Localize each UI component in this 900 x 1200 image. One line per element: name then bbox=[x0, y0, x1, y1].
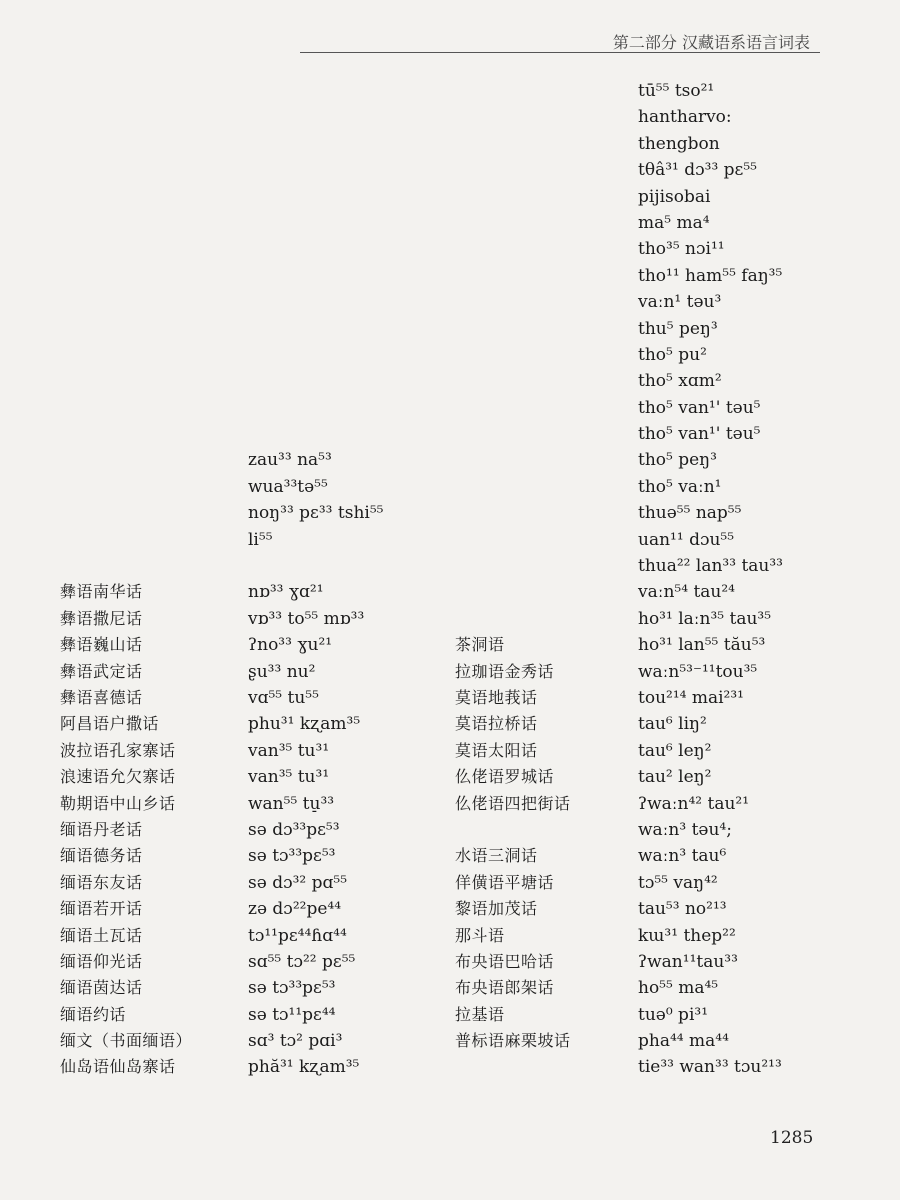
word-form: tho⁵ vaːn¹ bbox=[638, 476, 722, 497]
word-form: van³⁵ tu³¹ bbox=[248, 767, 330, 788]
language-name: 浪速语允欠寨话 bbox=[60, 767, 176, 787]
language-name bbox=[455, 421, 635, 447]
language-name bbox=[455, 474, 635, 500]
language-name: 阿昌语户撒话 bbox=[60, 714, 160, 734]
right-language-column bbox=[455, 78, 635, 1054]
language-name: 茶洞语 bbox=[455, 635, 505, 655]
language-name bbox=[60, 78, 240, 104]
word-form: sə dɔ³³pɛ⁵³ bbox=[248, 819, 340, 840]
language-name bbox=[455, 395, 635, 421]
word-form: tau⁶ liŋ² bbox=[638, 714, 707, 735]
language-name bbox=[60, 289, 240, 315]
word-form: tθâ³¹ dɔ³³ pɛ⁵⁵ bbox=[638, 160, 757, 181]
language-name: 勒期语中山乡话 bbox=[60, 793, 176, 813]
language-name: 缅语东友话 bbox=[60, 872, 143, 892]
word-form: zau³³ na⁵³ bbox=[248, 450, 332, 471]
word-form: thua²² lan³³ tau³³ bbox=[638, 556, 783, 577]
language-name bbox=[60, 131, 240, 157]
word-form bbox=[248, 104, 448, 130]
word-form bbox=[248, 395, 448, 421]
word-form: tɔ¹¹pɛ⁴⁴ɦɑ⁴⁴ bbox=[248, 925, 347, 946]
language-name bbox=[60, 263, 240, 289]
word-form: tū⁵⁵ tso²¹ bbox=[638, 81, 715, 101]
language-name: 缅语茵达话 bbox=[60, 978, 143, 998]
word-form: van³⁵ tu³¹ bbox=[248, 740, 330, 761]
word-form: tho⁵ pu² bbox=[638, 344, 707, 365]
word-form bbox=[248, 184, 448, 210]
word-form: vaːn¹ təu³ bbox=[638, 292, 722, 313]
word-form: li⁵⁵ bbox=[248, 529, 273, 550]
word-form: phu³¹ kʐam³⁵ bbox=[248, 714, 361, 735]
word-form: tho⁵ van¹' təu⁵ bbox=[638, 424, 761, 445]
language-name: 仫佬语罗城话 bbox=[455, 767, 555, 787]
language-name: 仙岛语仙岛寨话 bbox=[60, 1057, 176, 1077]
language-name: 那斗语 bbox=[455, 925, 505, 945]
language-name: 彝语武定话 bbox=[60, 661, 143, 681]
language-name: 缅文（书面缅语） bbox=[60, 1031, 193, 1051]
word-form: ʔwaːn⁴² tau²¹ bbox=[638, 793, 750, 814]
word-form bbox=[248, 78, 448, 104]
word-form: tho⁵ peŋ³ bbox=[638, 450, 717, 471]
language-name: 彝语撒尼话 bbox=[60, 608, 143, 628]
word-form: uan¹¹ dɔu⁵⁵ bbox=[638, 529, 735, 550]
language-name: 布央语郎架话 bbox=[455, 978, 555, 998]
language-name: 波拉语孔家寨话 bbox=[60, 740, 176, 760]
word-form bbox=[248, 289, 448, 315]
right-form-column bbox=[638, 78, 878, 1081]
language-name: 拉基语 bbox=[455, 1004, 505, 1024]
word-form: tho⁵ van¹' təu⁵ bbox=[638, 397, 761, 418]
language-name: 彝语喜德话 bbox=[60, 687, 143, 707]
language-name: 黎语加茂话 bbox=[455, 899, 538, 919]
word-form: pha⁴⁴ ma⁴⁴ bbox=[638, 1031, 729, 1052]
word-form: sə tɔ³³pɛ⁵³ bbox=[248, 846, 336, 867]
language-name bbox=[455, 817, 635, 843]
word-form: wua³³tə⁵⁵ bbox=[248, 476, 328, 497]
language-name: 拉珈语金秀话 bbox=[455, 661, 555, 681]
language-name: 缅语若开话 bbox=[60, 899, 143, 919]
language-name bbox=[455, 184, 635, 210]
language-name bbox=[60, 210, 240, 236]
word-form: noŋ³³ pɛ³³ tshi⁵⁵ bbox=[248, 503, 384, 524]
language-name bbox=[455, 236, 635, 262]
language-name bbox=[60, 395, 240, 421]
language-name: 彝语巍山话 bbox=[60, 635, 143, 655]
word-form bbox=[248, 263, 448, 289]
language-name bbox=[60, 527, 240, 553]
language-name: 佯僙语平塘话 bbox=[455, 872, 555, 892]
language-name: 仫佬语四把街话 bbox=[455, 793, 571, 813]
word-form: waːn³ təu⁴; bbox=[638, 819, 732, 840]
word-form: phă³¹ kʐam³⁵ bbox=[248, 1057, 360, 1078]
word-form: nɒ³³ ɣɑ²¹ bbox=[248, 582, 324, 603]
word-form: ʔwan¹¹tau³³ bbox=[638, 951, 738, 972]
language-name bbox=[60, 368, 240, 394]
language-name bbox=[60, 474, 240, 500]
language-name: 普标语麻栗坡话 bbox=[455, 1031, 571, 1051]
word-form: hantharvo: bbox=[638, 107, 732, 128]
language-name bbox=[455, 316, 635, 342]
language-name bbox=[60, 421, 240, 447]
word-form bbox=[248, 316, 448, 342]
word-form: vɑ⁵⁵ tu⁵⁵ bbox=[248, 687, 319, 708]
word-form: tho³⁵ nɔi¹¹ bbox=[638, 239, 725, 260]
language-name bbox=[60, 447, 240, 473]
word-form bbox=[248, 210, 448, 236]
language-name: 布央语巴哈话 bbox=[455, 951, 555, 971]
language-name bbox=[455, 527, 635, 553]
language-name bbox=[60, 236, 240, 262]
language-name bbox=[60, 157, 240, 183]
word-form: sə dɔ³² pɑ⁵⁵ bbox=[248, 872, 348, 893]
language-name bbox=[455, 78, 635, 104]
word-form: sə tɔ³³pɛ⁵³ bbox=[248, 978, 336, 999]
language-name bbox=[455, 131, 635, 157]
word-form bbox=[248, 342, 448, 368]
word-form: tau² leŋ² bbox=[638, 767, 712, 788]
word-form: thuə⁵⁵ nap⁵⁵ bbox=[638, 503, 742, 524]
language-name bbox=[60, 342, 240, 368]
word-form: ho³¹ laːn³⁵ tau³⁵ bbox=[638, 608, 772, 629]
header-rule bbox=[300, 52, 820, 53]
language-name bbox=[455, 368, 635, 394]
language-name: 莫语拉桥话 bbox=[455, 714, 538, 734]
word-form: tɔ⁵⁵ vaŋ⁴² bbox=[638, 872, 718, 893]
word-form: tho⁵ xɑm² bbox=[638, 371, 722, 392]
language-name bbox=[455, 606, 635, 632]
language-name bbox=[455, 157, 635, 183]
word-form: thengbon bbox=[638, 133, 720, 154]
language-name: 缅语德务话 bbox=[60, 846, 143, 866]
word-form: sɑ⁵⁵ tɔ²² pɛ⁵⁵ bbox=[248, 951, 356, 972]
word-form: vaːn⁵⁴ tau²⁴ bbox=[638, 582, 735, 603]
word-form: sə tɔ¹¹pɛ⁴⁴ bbox=[248, 1004, 336, 1025]
language-name: 水语三洞话 bbox=[455, 846, 538, 866]
word-form: thu⁵ peŋ³ bbox=[638, 318, 718, 339]
word-form bbox=[248, 553, 448, 579]
left-form-column bbox=[248, 78, 448, 1081]
word-form: pijisobai bbox=[638, 186, 711, 207]
language-name: 缅语仰光话 bbox=[60, 951, 143, 971]
language-name bbox=[455, 289, 635, 315]
language-name bbox=[60, 500, 240, 526]
word-form: ho⁵⁵ ma⁴⁵ bbox=[638, 978, 719, 999]
left-language-column bbox=[60, 78, 240, 1081]
language-name bbox=[455, 553, 635, 579]
word-form: waːn⁵³⁻¹¹tou³⁵ bbox=[638, 661, 758, 682]
word-form bbox=[248, 421, 448, 447]
word-form: ʔno³³ ɣu²¹ bbox=[248, 635, 333, 656]
language-name bbox=[60, 184, 240, 210]
language-name bbox=[60, 553, 240, 579]
language-name: 莫语地莪话 bbox=[455, 687, 538, 707]
word-form: ʂu³³ nu² bbox=[248, 661, 316, 682]
word-form: tau⁶ leŋ² bbox=[638, 740, 712, 761]
running-header: 第二部分 汉藏语系语言词表 bbox=[612, 33, 810, 52]
word-form: tho¹¹ ham⁵⁵ faŋ³⁵ bbox=[638, 265, 783, 286]
word-form: tie³³ wan³³ tɔu²¹³ bbox=[638, 1057, 782, 1078]
word-form: tau⁵³ no²¹³ bbox=[638, 899, 727, 920]
language-name bbox=[455, 500, 635, 526]
language-name bbox=[60, 316, 240, 342]
language-name bbox=[60, 104, 240, 130]
word-form: waːn³ tau⁶ bbox=[638, 846, 727, 867]
language-name bbox=[455, 210, 635, 236]
word-form: tou²¹⁴ mai²³¹ bbox=[638, 687, 745, 708]
word-form: wan⁵⁵ tu̠³³ bbox=[248, 793, 335, 814]
page-number: 1285 bbox=[770, 1128, 814, 1148]
language-name bbox=[455, 579, 635, 605]
word-form: ma⁵ ma⁴ bbox=[638, 212, 710, 233]
word-form: ho³¹ lan⁵⁵ tău⁵³ bbox=[638, 635, 766, 656]
word-form: zə dɔ²²pe⁴⁴ bbox=[248, 899, 342, 920]
word-form: tuə⁰ pi³¹ bbox=[638, 1004, 709, 1025]
word-form bbox=[248, 131, 448, 157]
language-name: 缅语约话 bbox=[60, 1004, 127, 1024]
language-name: 缅语丹老话 bbox=[60, 819, 143, 839]
language-name: 缅语土瓦话 bbox=[60, 925, 143, 945]
language-name bbox=[455, 342, 635, 368]
language-name: 彝语南华话 bbox=[60, 582, 143, 602]
word-form bbox=[248, 236, 448, 262]
word-form: vɒ³³ to⁵⁵ mɒ³³ bbox=[248, 608, 365, 629]
word-form bbox=[248, 157, 448, 183]
language-name: 莫语太阳话 bbox=[455, 740, 538, 760]
language-name bbox=[455, 104, 635, 130]
language-name bbox=[455, 263, 635, 289]
word-form: sɑ³ tɔ² pɑi³ bbox=[248, 1031, 343, 1052]
word-form: kɯ³¹ thep²² bbox=[638, 925, 736, 946]
language-name bbox=[455, 447, 635, 473]
word-form bbox=[248, 368, 448, 394]
